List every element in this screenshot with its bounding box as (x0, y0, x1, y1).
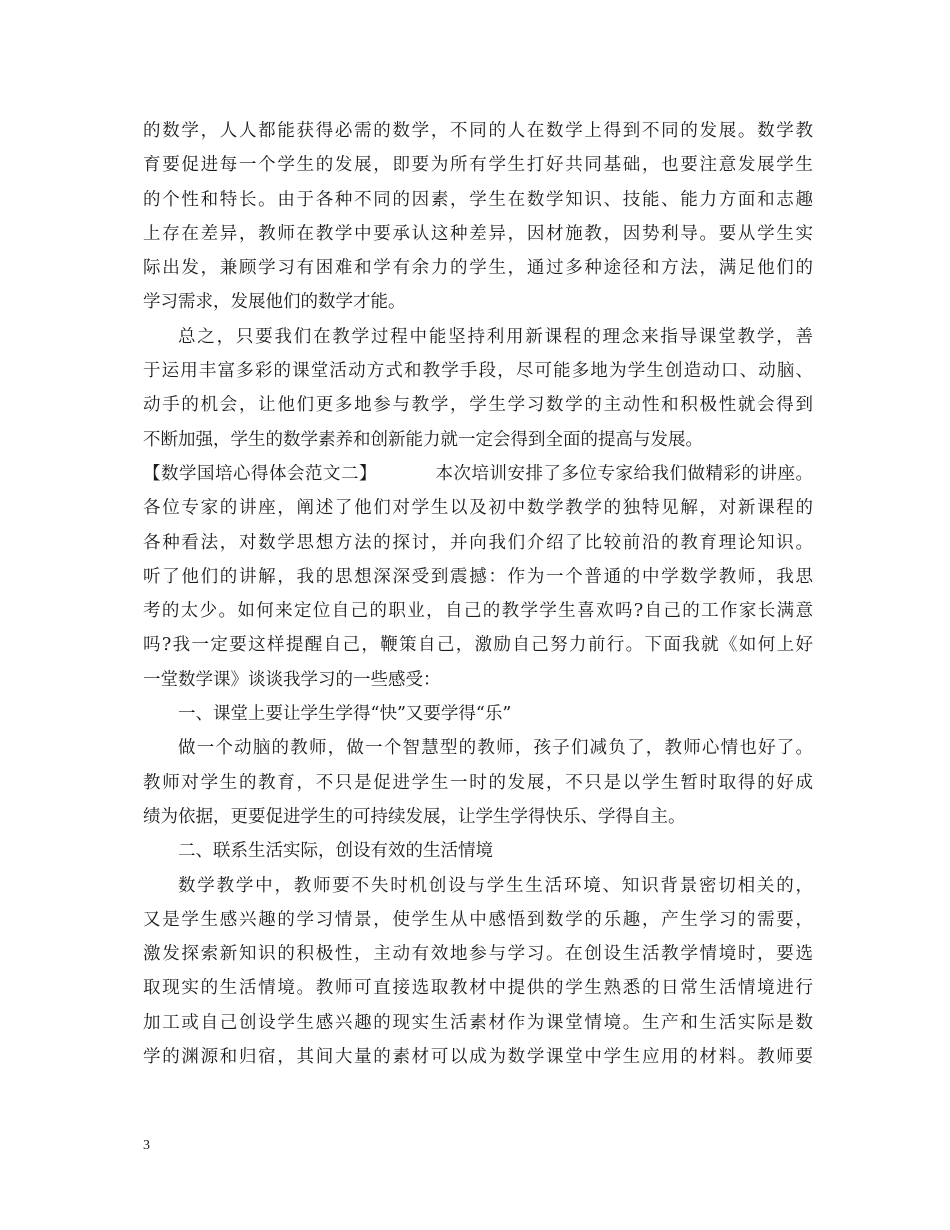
text-line: 教师对学生的教育，不只是促进学生一时的发展，不只是以学生暂时取得的好成 (143, 772, 813, 793)
text-line: 绩为依据，更要促进学生的可持续发展，让学生学得快乐、学得自主。 (143, 806, 686, 827)
text-line: 上存在差异，教师在教学中要承认这种差异，因材施教，因势利导。要从学生实 (143, 223, 813, 244)
text-line: 总之，只要我们在教学过程中能坚持利用新课程的理念来指导课堂教学，善 (178, 326, 813, 347)
text-line: 数学教学中，教师要不失时机创设与学生生活环境、知识背景密切相关的， (178, 875, 813, 896)
text-line: 各种看法，对数学思想方法的探讨，并向我们介绍了比较前沿的教育理论知识。 (143, 532, 813, 553)
text-line: 学习需求，发展他们的数学才能。 (143, 292, 406, 313)
text-line: 不断加强，学生的数学素养和创新能力就一定会得到全面的提高与发展。 (143, 429, 703, 450)
text-line: 于运用丰富多彩的课堂活动方式和教学手段，尽可能多地为学生创造动口、动脑、 (143, 361, 813, 382)
text-line (143, 457, 813, 491)
document-body (143, 114, 813, 1074)
text-line: 各位专家的讲座，阐述了他们对学生以及初中数学教学的独特见解，对新课程的 (143, 498, 813, 519)
text-line: 激发探索新知识的积极性，主动有效地参与学习。在创设生活教学情境时，要选 (143, 944, 813, 965)
line-text: 本次培训安排了多位专家给我们做精彩的讲座。 (435, 463, 813, 484)
text-line: 一堂数学课》谈谈我学习的一些感受： (143, 669, 441, 690)
text-line: 加工或自己创设学生感兴趣的现实生活素材作为课堂情境。生产和生活实际是数 (143, 1012, 813, 1033)
text-line: 动手的机会，让他们更多地参与教学，学生学习数学的主动性和积极性就会得到 (143, 395, 813, 416)
text-line: 际出发，兼顾学习有困难和学有余力的学生，通过多种途径和方法，满足他们的 (143, 258, 813, 279)
text-line: 吗?我一定要这样提醒自己，鞭策自己，激励自己努力前行。下面我就《如何上好 (143, 635, 813, 656)
page-number: 3 (143, 1138, 150, 1153)
text-line: 的数学，人人都能获得必需的数学，不同的人在数学上得到不同的发展。数学教 (143, 121, 813, 141)
text-line: 二、联系生活实际，创设有效的生活情境 (178, 841, 493, 862)
text-line: 又是学生感兴趣的学习情景，使学生从中感悟到数学的乐趣，产生学习的需要， (143, 909, 813, 930)
text-line: 一、课堂上要让学生学得“快”又要学得“乐” (178, 704, 512, 725)
text-line: 育要促进每一个学生的发展，即要为所有学生打好共同基础，也要注意发展学生 (143, 155, 813, 176)
text-line: 学的渊源和归宿，其间大量的素材可以成为数学课堂中学生应用的材料。教师要 (143, 1047, 813, 1068)
text-line: 做一个动脑的教师，做一个智慧型的教师，孩子们减负了，教师心情也好了。 (178, 738, 813, 759)
text-line: 考的太少。如何来定位自己的职业，自己的教学学生喜欢吗?自己的工作家长满意 (143, 601, 813, 622)
text-line: 的个性和特长。由于各种不同的因素，学生在数学知识、技能、能力方面和志趣 (143, 189, 813, 210)
text-line: 听了他们的讲解，我的思想深深受到震撼：作为一个普通的中学数学教师，我思 (143, 566, 813, 587)
section-heading: 【数学国培心得体会范文二】 (143, 463, 377, 484)
text-line: 取现实的生活情境。教师可直接选取教材中提供的学生熟悉的日常生活情境进行 (143, 978, 813, 999)
